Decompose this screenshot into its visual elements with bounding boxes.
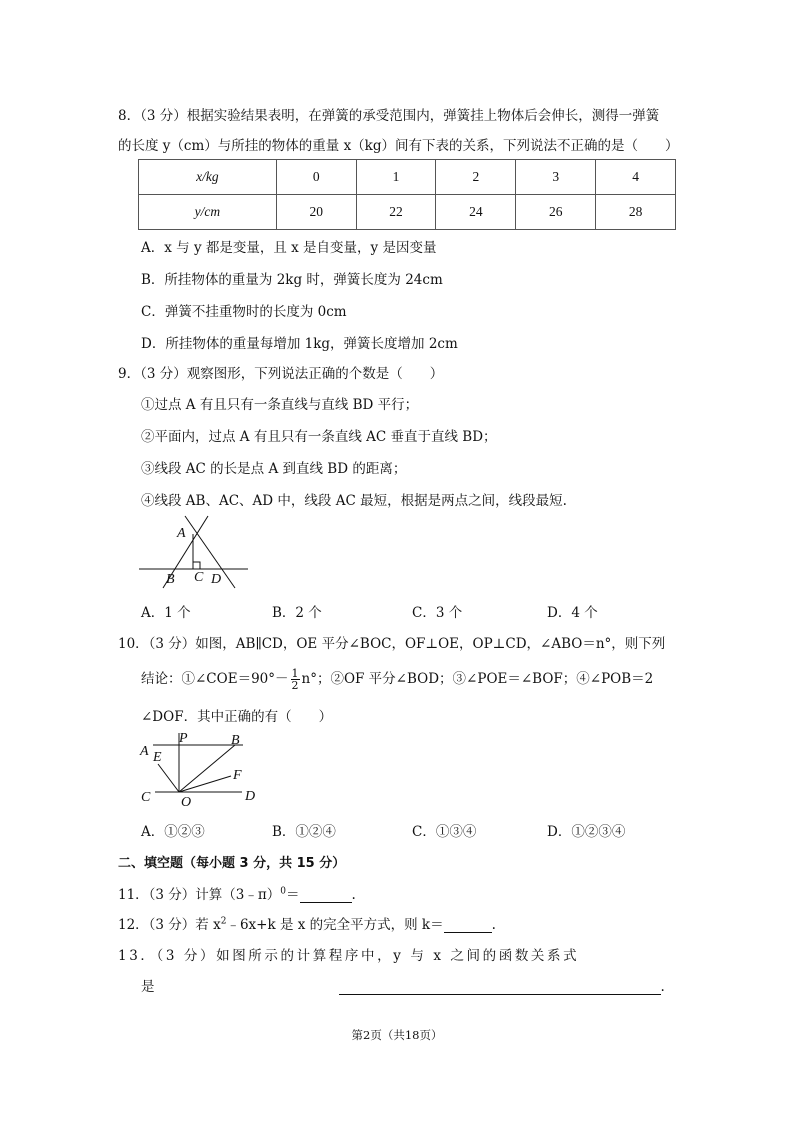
table-cell: 22 — [356, 195, 436, 230]
table-cell: 3 — [516, 160, 596, 195]
q10-option-b[interactable]: B．①②④ — [272, 824, 336, 840]
label-d: D — [245, 789, 256, 804]
table-cell: 4 — [596, 160, 676, 195]
q9-statement-2: ②平面内，过点 A 有且只有一条直线 AC 垂直于直线 BD； — [141, 429, 497, 445]
q10-stem-line1: 10．（3 分）如图，AB∥CD，OE 平分∠BOC，OF⊥OE，OP⊥CD，∠ABO＝n°，则下列 — [118, 636, 666, 652]
q9-option-c[interactable]: C．3 个 — [412, 605, 463, 621]
q8-option-b[interactable]: B．所挂物体的重量为 2kg 时，弹簧长度为 24cm — [141, 272, 443, 288]
q11-answer-blank[interactable] — [300, 889, 352, 903]
q12-answer-blank[interactable] — [444, 919, 492, 933]
table-row — [139, 195, 676, 230]
q8-option-d[interactable]: D．所挂物体的重量每增加 1kg，弹簧长度增加 2cm — [141, 336, 458, 352]
q9-statement-1: ①过点 A 有且只有一条直线与直线 BD 平行； — [141, 397, 419, 413]
q9-option-a[interactable]: A．1 个 — [141, 605, 191, 621]
q9-option-b[interactable]: B．2 个 — [272, 605, 322, 621]
table-cell: 20 — [276, 195, 356, 230]
table-cell: 24 — [436, 195, 516, 230]
q9-statement-4: ④线段 AB、AC、AD 中，线段 AC 最短，根据是两点之间，线段最短. — [141, 493, 567, 509]
q8-data-table — [138, 159, 676, 230]
table-cell: 2 — [436, 160, 516, 195]
table-row — [139, 160, 676, 195]
ray-ob — [179, 745, 235, 792]
q9-stem: 9．（3 分）观察图形，下列说法正确的个数是（ ） — [118, 366, 444, 382]
right-angle-mark — [193, 562, 200, 569]
q9-statement-3: ③线段 AC 的长是点 A 到直线 BD 的距离； — [141, 461, 407, 477]
label-p: P — [179, 731, 188, 746]
label-f: F — [233, 768, 242, 783]
q9-option-d[interactable]: D．4 个 — [547, 605, 598, 621]
q10-option-d[interactable]: D．①②③④ — [547, 824, 626, 840]
label-e: E — [153, 750, 162, 765]
label-a: A — [177, 526, 186, 541]
q8-stem-line2: 的长度 y（cm）与所挂的物体的重量 x（kg）间有下表的关系，下列说法不正确的是（ ） — [118, 138, 679, 154]
q10-stem-line2 — [141, 667, 653, 691]
label-b: B — [166, 572, 175, 587]
label-c: C — [194, 570, 204, 585]
q8-option-c[interactable]: C．弹簧不挂重物时的长度为 0cm — [141, 304, 347, 320]
label-a: A — [140, 744, 149, 759]
q10-option-c[interactable]: C．①③④ — [412, 824, 477, 840]
q8-option-a[interactable]: A．x 与 y 都是变量，且 x 是自变量，y 是因变量 — [141, 240, 437, 256]
q13-answer-blank[interactable] — [339, 981, 661, 995]
label-b: B — [231, 733, 240, 748]
label-d: D — [211, 572, 222, 587]
table-cell: x/kg — [139, 160, 277, 195]
q10-stem-line3: ∠DOF．其中正确的有（ ） — [141, 709, 333, 725]
ray-oe — [158, 764, 179, 792]
q11: 11．（3 分）计算（3﹣π）$^0$＝ . — [118, 886, 356, 903]
ray-of — [179, 776, 231, 792]
fraction-half: $\frac{1}{2}$ — [291, 667, 299, 692]
q10-conclusion-rest: n°；②OF 平分∠BOD；③∠POE＝∠BOF；④∠POB＝2 — [301, 671, 654, 687]
table-cell: 28 — [596, 195, 676, 230]
table-cell: 1 — [356, 160, 436, 195]
table-cell: y/cm — [139, 195, 277, 230]
label-c: C — [141, 790, 151, 805]
q8-stem-line1: 8．（3 分）根据实验结果表明，在弹簧的承受范围内，弹簧挂上物体后会伸长，测得一弹簧 — [118, 108, 660, 124]
q10-figure — [135, 728, 265, 810]
q13-stem-line2: 是 . — [141, 979, 665, 995]
q12: 12．（3 分）若 $x^2﹣6x+k$ 是 x 的完全平方式，则 k＝ . — [118, 916, 496, 933]
q10-option-a[interactable]: A．①②③ — [141, 824, 205, 840]
label-o: O — [181, 795, 192, 810]
section-heading: 二、填空题（每小题 3 分，共 15 分） — [118, 856, 346, 871]
table-cell: 26 — [516, 195, 596, 230]
table-cell: 0 — [276, 160, 356, 195]
q9-figure — [135, 512, 255, 592]
page-footer: 第2页（共18页） — [351, 1028, 443, 1042]
q13-stem-line1: 13．（3 分）如图所示的计算程序中，y 与 x 之间的函数关系式 — [118, 948, 580, 964]
q10-conclusion-1a: 结论：①∠COE＝90°－ — [141, 671, 289, 687]
